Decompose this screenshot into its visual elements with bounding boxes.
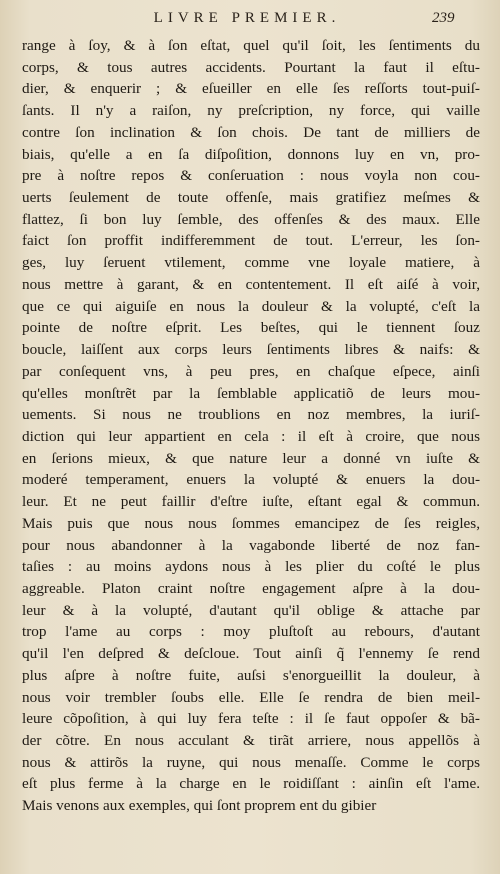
page-number: 239: [432, 10, 455, 26]
body-text: [22, 35, 480, 817]
text-line: taſies : au moins aydons nous à les plier du coſté le plus: [22, 558, 480, 576]
text-line: der cõtre. En nous acculant & tirãt arriere, nous appellõs à: [22, 732, 480, 749]
text-line: leure cõpoſition, à qui luy fera teſte : il ſe faut oppoſer & bã-: [22, 710, 480, 728]
running-title: LIVRE PREMIER.: [153, 10, 341, 26]
text-line: plus aſpre à noſtre fuite, auſsi s'enorgueillit la douleur, à: [22, 666, 480, 684]
text-line: en ſerions mieux, & que nature leur a donné vn iuſte &: [22, 449, 480, 467]
text-line: eſt plus ferme à la charge en le roidiſſant : ainſin eſt l'ame.: [22, 775, 480, 793]
text-line: ges, luy ſeruent vtilement, comme vne loyale matiere, à: [22, 254, 480, 272]
text-line: pre à noſtre repos & conſeruation : nous voyla non cou-: [22, 167, 480, 185]
text-line: leur. Et ne peut faillir d'eſtre iuſte, eſtant egal & commun.: [22, 493, 480, 511]
text-line: range à ſoy, & à ſon eſtat, quel qu'il ſoit, les ſentiments du: [22, 37, 480, 54]
text-line: corps, & tous autres accidents. Pourtant la faut il eſtu-: [22, 58, 480, 76]
text-line: nous & attirõs la ruyne, qui nous menaſſe. Comme le corps: [22, 753, 480, 771]
text-line: trop l'ame au corps : moy pluſtoſt au rebours, d'autant: [22, 623, 480, 641]
text-line: Mais venons aux exemples, qui ſont proprem ent du gibier: [22, 797, 377, 815]
text-line: leur & à la volupté, d'autant qu'il oblige & attache par: [22, 601, 480, 619]
text-line: contre ſon inclination & ſon chois. De tant de milliers de: [22, 123, 480, 141]
text-line: moderé temperament, enuers la volupté & enuers la dou-: [22, 471, 480, 489]
text-line: Mais puis que nous nous ſommes emancipez de ſes reigles,: [22, 514, 480, 532]
text-line: aggreable. Platon craint noſtre engagement aſpre à la dou-: [22, 579, 480, 597]
text-line: flattez, ſi bon luy ſemble, des offenſes & des maux. Elle: [22, 210, 480, 228]
text-line: pointe de noſtre eſprit. Les beſtes, qui le tiennent ſouz: [22, 319, 480, 337]
text-line: uements. Si nous ne troublions en noz membres, la iuriſ-: [22, 406, 480, 424]
text-line: qu'il l'en deſpred & deſcloue. Tout ainſi q̃ l'ennemy ſe rend: [22, 645, 480, 663]
text-line: boucle, laiſſent aux corps leurs ſentiments libres & naifs: &: [22, 341, 480, 359]
text-line: qu'elles monſtrẽt par la ſemblable applicatiõ de leurs mou-: [22, 384, 480, 402]
text-line: uerts ſeulement de toute offenſe, mais gratifiez meſmes &: [22, 189, 480, 207]
text-line: pour nous abandonner à la vagabonde liberté de noz fan-: [22, 536, 480, 554]
text-line: que ce qui aiguiſe en nous la douleur & la volupté, c'eſt la: [22, 297, 480, 315]
text-line: nous mettre à garant, & en contentement. Il eſt aiſé à voir,: [22, 275, 480, 293]
text-line: par conſequent vns, à peu pres, en chaſque eſpece, ainſi: [22, 362, 480, 380]
text-line: faict ſon proffit indifferemment de tout. L'erreur, les ſon-: [22, 232, 480, 250]
text-line: dier, & enquerir ; & eſueiller en elle ſes reſſorts tout-puiſ-: [22, 80, 480, 98]
text-line: ſants. Il n'y a raiſon, ny preſcription, ny force, qui vaille: [22, 102, 480, 120]
text-line: nous voir trembler ſoubs elle. Elle ſe rendra de bien meil-: [22, 688, 480, 706]
text-line: biais, qu'elle a en ſa diſpoſition, donnons luy en vn, pro-: [22, 145, 480, 163]
text-line: diction qui leur appartient en cela : il eſt à croire, que nous: [22, 427, 480, 445]
